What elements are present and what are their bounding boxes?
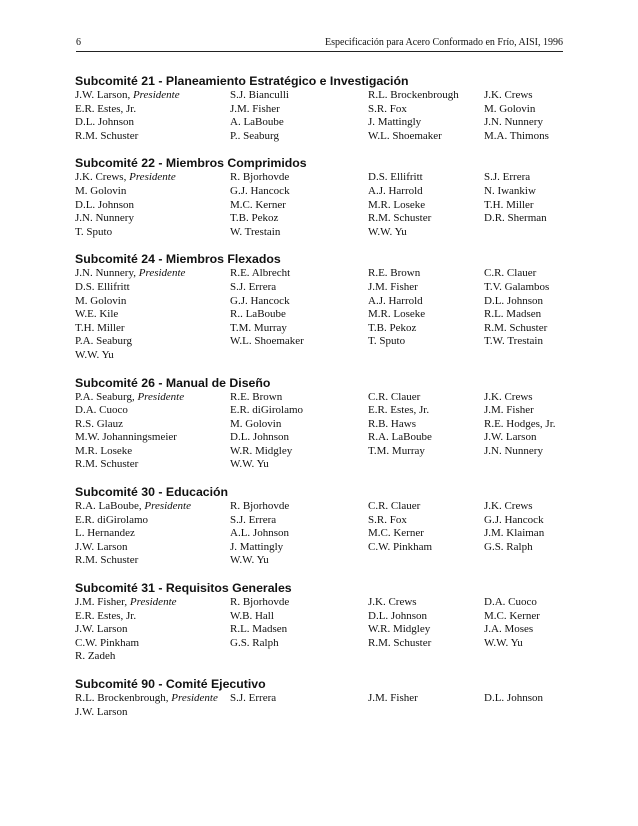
member-name: R.E. Brown <box>368 267 421 280</box>
committee-list <box>75 74 575 732</box>
member-name: C.R. Clauer <box>368 390 421 403</box>
member-name: R.A. LaBoube <box>368 431 432 444</box>
member-name: W.E. Kile <box>75 308 119 321</box>
subcommittee-section <box>75 677 575 719</box>
member-name: R.S. Glauz <box>75 417 123 430</box>
member-name: J.W. Larson <box>484 431 537 444</box>
member-row <box>75 596 575 610</box>
member-name: W.B. Hall <box>230 609 274 622</box>
member-name: T. Sputo <box>75 225 113 238</box>
member-name: P.. Seaburg <box>230 129 279 142</box>
member-name: A.J. Harrold <box>368 184 423 197</box>
member-name: E.R. diGirolamo <box>230 404 304 417</box>
member-name: C.W. Pinkham <box>75 636 140 649</box>
member-name: R.M. Schuster <box>484 321 548 334</box>
subcommittee-section <box>75 485 575 568</box>
section-title: Subcomité 30 - Educación <box>75 485 229 500</box>
member-name: T.H. Miller <box>75 321 125 334</box>
member-row <box>75 610 575 624</box>
member-name: R.L. Madsen <box>484 308 542 321</box>
chair-name <box>75 89 180 103</box>
chair-name <box>75 267 185 281</box>
member-row <box>75 500 575 514</box>
member-row <box>75 103 575 117</box>
member-row <box>75 349 575 363</box>
member-name: J.M. Fisher <box>368 692 418 704</box>
chair-role: Presidente <box>132 89 180 101</box>
member-name: M.R. Loseke <box>368 198 426 211</box>
member-name: A.J. Harrold <box>368 294 423 307</box>
chair-role: Presidente <box>129 596 177 609</box>
member-name: R.E. Albrecht <box>230 267 291 280</box>
member-name: G.S. Ralph <box>230 636 279 649</box>
member-name: R.M. Schuster <box>368 636 432 649</box>
member-row <box>75 308 575 322</box>
member-name: D.L. Johnson <box>368 609 427 622</box>
member-row <box>75 706 575 720</box>
member-row <box>75 335 575 349</box>
member-name: C.R. Clauer <box>484 267 537 280</box>
member-name: J.N. Nunnery <box>484 444 543 457</box>
section-title: Subcomité 24 - Miembros Flexados <box>75 252 281 267</box>
member-name: R.E. Hodges, Jr. <box>484 417 556 430</box>
member-name: R.L. Brockenbrough <box>368 89 459 101</box>
member-name: W.W. Yu <box>484 636 523 649</box>
section-title: Subcomité 26 - Manual de Diseño <box>75 375 271 390</box>
member-name: J. Mattingly <box>368 116 422 129</box>
member-name: J. Mattingly <box>230 540 284 553</box>
member-row <box>75 391 575 405</box>
section-title: Subcomité 31 - Requisitos Generales <box>75 581 292 596</box>
member-row <box>75 541 575 555</box>
member-name: R.. LaBoube <box>230 308 286 321</box>
member-name: J.K. Crews <box>484 89 533 101</box>
member-name: R. Zadeh <box>75 650 116 663</box>
member-name: S.J. Errera <box>230 692 277 704</box>
member-name: S.J. Bianculli <box>230 89 289 101</box>
member-row <box>75 89 575 103</box>
member-name: M.W. Johanningsmeier <box>75 431 177 444</box>
chair-name <box>75 500 191 514</box>
member-name: T.B. Pekoz <box>230 212 279 225</box>
member-row <box>75 527 575 541</box>
member-row <box>75 458 575 472</box>
member-name: C.R. Clauer <box>368 500 421 513</box>
chair-role: Presidente <box>129 171 176 184</box>
member-name: J.W. Larson <box>75 705 128 718</box>
member-name: R.A. LaBoube, <box>75 500 142 513</box>
member-name: G.J. Hancock <box>230 184 290 197</box>
member-name: J.K. Crews <box>368 596 417 609</box>
member-name: T.H. Miller <box>484 198 534 211</box>
member-name: M.R. Loseke <box>368 308 426 321</box>
member-row <box>75 623 575 637</box>
member-name: R. Bjorhovde <box>230 171 290 184</box>
member-row <box>75 418 575 432</box>
member-name: R.L. Brockenbrough, <box>75 692 169 704</box>
member-row <box>75 637 575 651</box>
section-title: Subcomité 90 - Comité Ejecutivo <box>75 677 266 691</box>
member-name: M.R. Loseke <box>75 444 133 457</box>
member-name: D.S. Ellifritt <box>368 171 423 184</box>
chair-name <box>75 171 176 185</box>
member-name: J.K. Crews <box>484 500 533 513</box>
member-name: M.C. Kerner <box>230 198 286 211</box>
member-name: J.M. Klaiman <box>484 527 545 540</box>
member-row <box>75 116 575 130</box>
header-rule <box>76 51 563 52</box>
member-name: D.A. Cuoco <box>75 404 128 417</box>
member-name: D.L. Johnson <box>230 431 289 444</box>
member-name: A. LaBoube <box>230 116 284 129</box>
page-number: 6 <box>76 37 81 48</box>
member-name: J.N. Nunnery <box>75 212 134 225</box>
member-name: R.M. Schuster <box>75 554 139 567</box>
member-name: G.J. Hancock <box>230 294 290 307</box>
member-name: D.L. Johnson <box>75 116 134 129</box>
member-row <box>75 514 575 528</box>
member-name: D.R. Sherman <box>484 212 547 225</box>
member-row <box>75 445 575 459</box>
member-name: R. Bjorhovde <box>230 500 290 513</box>
member-row <box>75 130 575 144</box>
running-title: Especificación para Acero Conformado en Frío, AISI, 1996 <box>325 37 563 48</box>
member-name: T.V. Galambos <box>484 280 550 293</box>
section-title: Subcomité 21 - Planeamiento Estratégico e Investigación <box>75 74 409 88</box>
member-name: R.L. Madsen <box>230 623 288 636</box>
member-row <box>75 171 575 185</box>
member-name: S.R. Fox <box>368 102 407 115</box>
chair-role: Presidente <box>137 390 185 403</box>
member-name: L. Hernandez <box>75 527 135 540</box>
member-name: W.L. Shoemaker <box>230 335 304 348</box>
member-name: T.M. Murray <box>368 444 425 457</box>
member-row <box>75 199 575 213</box>
member-name: C.W. Pinkham <box>368 540 433 553</box>
member-row <box>75 281 575 295</box>
member-row <box>75 212 575 226</box>
member-name: J.W. Larson <box>75 540 128 553</box>
member-name: W. Trestain <box>230 225 281 238</box>
member-row <box>75 431 575 445</box>
member-name: D.L. Johnson <box>484 692 543 704</box>
member-row <box>75 295 575 309</box>
chair-name <box>75 596 177 610</box>
member-name: D.L. Johnson <box>484 294 543 307</box>
chair-role: Presidente <box>171 692 218 704</box>
member-name: T.W. Trestain <box>484 335 543 348</box>
member-name: E.R. Estes, Jr. <box>368 404 430 417</box>
member-name: R.E. Brown <box>230 390 283 403</box>
chair-name <box>75 692 218 706</box>
section-title: Subcomité 22 - Miembros Comprimidos <box>75 156 307 171</box>
member-name: E.R. Estes, Jr. <box>75 609 137 622</box>
member-name: M.C. Kerner <box>368 527 424 540</box>
member-name: T.M. Murray <box>230 321 287 334</box>
member-name: S.J. Errera <box>230 280 277 293</box>
member-row <box>75 322 575 336</box>
member-name: R.B. Haws <box>368 417 416 430</box>
member-name: W.W. Yu <box>230 554 269 567</box>
member-name: D.L. Johnson <box>75 198 134 211</box>
member-row <box>75 554 575 568</box>
member-name: S.R. Fox <box>368 513 407 526</box>
subcommittee-section <box>75 156 575 239</box>
member-name: E.R. diGirolamo <box>75 513 149 526</box>
member-name: W.R. Midgley <box>230 444 293 457</box>
member-name: R.M. Schuster <box>75 458 139 471</box>
member-name: G.S. Ralph <box>484 540 533 553</box>
member-name: W.W. Yu <box>230 458 269 471</box>
member-name: T.B. Pekoz <box>368 321 417 334</box>
member-name: J.K. Crews, <box>75 171 127 184</box>
member-name: D.S. Ellifritt <box>75 280 130 293</box>
member-name: R.M. Schuster <box>368 212 432 225</box>
member-name: W.L. Shoemaker <box>368 129 442 142</box>
member-name: P.A. Seaburg <box>75 335 132 348</box>
member-row <box>75 267 575 281</box>
subcommittee-section <box>75 252 575 362</box>
member-row <box>75 226 575 240</box>
member-name: M. Golovin <box>230 417 282 430</box>
chair-role: Presidente <box>144 500 191 513</box>
member-name: W.R. Midgley <box>368 623 431 636</box>
subcommittee-section <box>75 376 575 473</box>
member-name: P.A. Seaburg, <box>75 390 135 403</box>
member-name: W.W. Yu <box>368 225 407 238</box>
member-name: J.M. Fisher, <box>75 596 128 609</box>
member-name: E.R. Estes, Jr. <box>75 102 137 115</box>
member-row <box>75 692 575 706</box>
member-row <box>75 404 575 418</box>
member-name: J.M. Fisher <box>484 404 534 417</box>
member-name: J.N. Nunnery <box>484 116 543 129</box>
member-name: R.M. Schuster <box>75 129 139 142</box>
member-name: J.K. Crews <box>484 390 533 403</box>
member-name: W.W. Yu <box>75 348 114 361</box>
member-row <box>75 185 575 199</box>
member-name: M. Golovin <box>75 184 127 197</box>
member-name: M. Golovin <box>75 294 127 307</box>
member-name: A.L. Johnson <box>230 527 289 540</box>
subcommittee-section <box>75 74 575 143</box>
chair-role: Presidente <box>138 267 186 280</box>
member-name: D.A. Cuoco <box>484 596 537 609</box>
member-name: S.J. Errera <box>230 513 277 526</box>
member-name: M. Golovin <box>484 102 536 115</box>
subcommittee-section <box>75 581 575 664</box>
chair-name <box>75 391 184 405</box>
member-name: R. Bjorhovde <box>230 596 290 609</box>
member-name: J.N. Nunnery, <box>75 267 136 280</box>
member-name: M.A. Thimons <box>484 129 549 142</box>
member-name: N. Iwankiw <box>484 184 536 197</box>
member-name: J.W. Larson <box>75 623 128 636</box>
member-name: J.A. Moses <box>484 623 534 636</box>
member-name: J.M. Fisher <box>230 102 280 115</box>
member-name: G.J. Hancock <box>484 513 544 526</box>
member-name: J.W. Larson, <box>75 89 131 101</box>
member-name: S.J. Errera <box>484 171 531 184</box>
member-name: T. Sputo <box>368 335 406 348</box>
member-row <box>75 650 575 664</box>
member-name: M.C. Kerner <box>484 609 540 622</box>
member-name: J.M. Fisher <box>368 280 418 293</box>
